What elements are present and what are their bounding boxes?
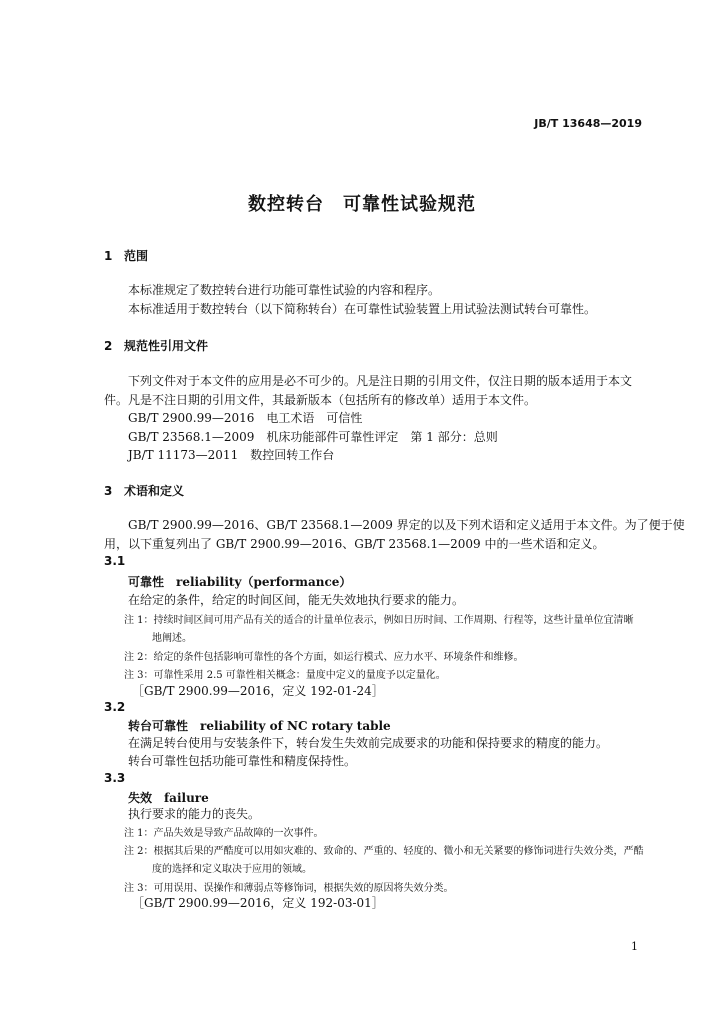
section-title: 规范性引用文件: [124, 339, 209, 353]
term-zh: 转台可靠性: [128, 719, 189, 733]
term-entry: [128, 573, 351, 590]
note: 地阐述。: [152, 633, 192, 644]
term-en: reliability of NC rotary table: [200, 719, 391, 733]
section-title: 范围: [124, 249, 149, 263]
note: 度的选择和定义取决于应用的领域。: [152, 864, 312, 875]
term-entry: [128, 789, 209, 806]
section-3-heading: [104, 482, 184, 499]
section-number: 1: [104, 249, 113, 263]
clause-number: 3.2: [104, 700, 126, 714]
term-definition: 在满足转台使用与安装条件下，转台发生失效前完成要求的功能和保持要求的精度的能力。: [128, 736, 609, 750]
term-en: reliability（performance）: [176, 575, 352, 589]
section-number: 3: [104, 484, 113, 498]
clause-number: 3.3: [104, 771, 126, 785]
document-title: 数控转台 可靠性试验规范: [248, 194, 476, 215]
standard-number: JB/T 13648—2019: [534, 117, 642, 130]
term-zh: 失效: [128, 791, 153, 805]
paragraph: 用，以下重复列出了 GB/T 2900.99—2016、GB/T 23568.1—2009 中的一些术语和定义。: [104, 537, 605, 551]
term-source: ［GB/T 2900.99—2016，定义 192-01-24］: [132, 684, 384, 698]
paragraph: GB/T 2900.99—2016、GB/T 23568.1—2009 界定的以及下列术语和定义适用于本文件。为了便于使: [128, 518, 685, 532]
paragraph: 本标准规定了数控转台进行功能可靠性试验的内容和程序。: [128, 283, 441, 297]
reference-item: GB/T 23568.1—2009 机床功能部件可靠性评定 第 1 部分：总则: [128, 430, 498, 444]
term-definition: 转台可靠性包括功能可靠性和精度保持性。: [128, 754, 357, 768]
term-source: ［GB/T 2900.99—2016，定义 192-03-01］: [132, 896, 384, 910]
term-entry: [128, 717, 391, 734]
term-en: failure: [164, 791, 209, 805]
section-1-heading: [104, 247, 148, 264]
term-definition: 在给定的条件，给定的时间区间，能无失效地执行要求的能力。: [128, 593, 465, 607]
reference-item: GB/T 2900.99—2016 电工术语 可信性: [128, 411, 363, 425]
note: 注 3：可靠性采用 2.5 可靠性相关概念：量度中定义的量度予以定量化。: [124, 670, 446, 681]
section-title: 术语和定义: [124, 484, 185, 498]
note: 注 3：可用误用、误操作和薄弱点等修饰词，根据失效的原因将失效分类。: [124, 883, 454, 894]
term-definition: 执行要求的能力的丧失。: [128, 807, 261, 821]
page-number: 1: [631, 940, 638, 953]
note: 注 1：产品失效是导致产品故障的一次事件。: [124, 828, 324, 839]
paragraph: 下列文件对于本文件的应用是必不可少的。凡是注日期的引用文件，仅注日期的版本适用于本文: [128, 374, 633, 388]
paragraph: 本标准适用于数控转台（以下简称转台）在可靠性试验装置上用试验法测试转台可靠性。: [128, 302, 597, 316]
note: 注 2：给定的条件包括影响可靠性的各个方面，如运行模式、应力水平、环境条件和维修。: [124, 652, 524, 663]
reference-item: JB/T 11173—2011 数控回转工作台: [128, 448, 335, 462]
section-number: 2: [104, 339, 113, 353]
note: 注 1：持续时间区间可用产品有关的适合的计量单位表示，例如日历时间、工作周期、行程等，这些计量单位宜清晰: [124, 615, 634, 626]
term-zh: 可靠性: [128, 575, 165, 589]
clause-number: 3.1: [104, 554, 126, 568]
note: 注 2：根据其后果的严酷度可以用如灾难的、致命的、严重的、轻度的、微小和无关紧要的修饰词进行失效分类，严酷: [124, 846, 644, 857]
paragraph: 件。凡是不注日期的引用文件，其最新版本（包括所有的修改单）适用于本文件。: [104, 393, 537, 407]
section-2-heading: [104, 337, 208, 354]
